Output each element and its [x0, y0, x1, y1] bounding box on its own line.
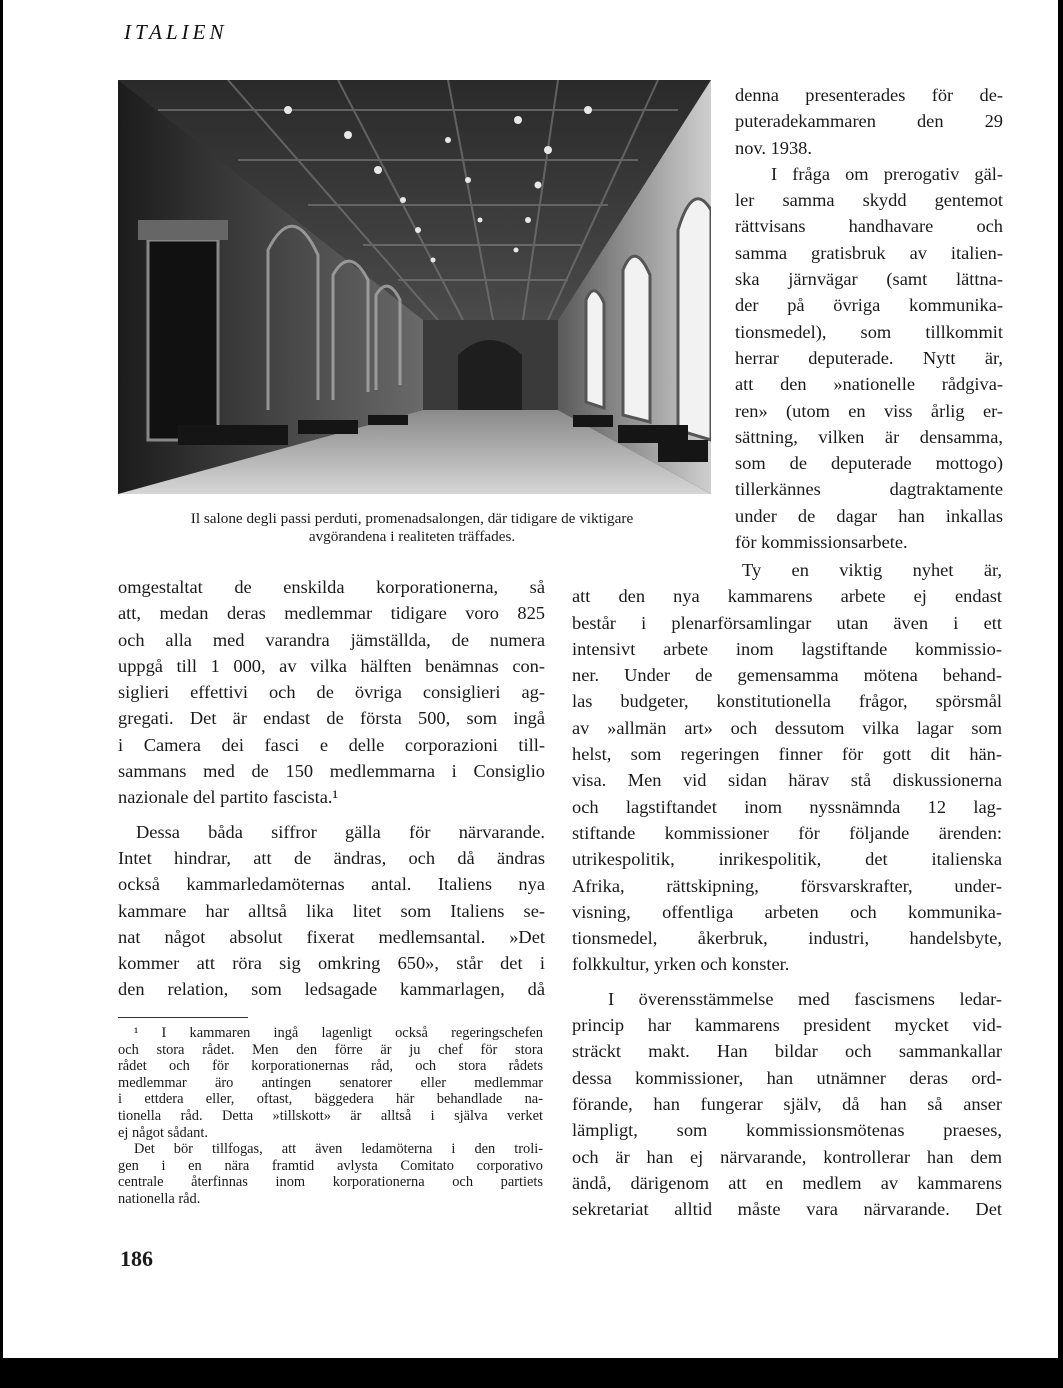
footnote-line: medlemmar äro antingen senatorer eller medlemmar: [118, 1074, 543, 1091]
text-line: utrikespolitik, inrikespolitik, det italienska: [572, 849, 1002, 870]
text-line: nat något absolut fixerat medlemsantal. »Det: [118, 926, 545, 947]
text-line: ren» (utom en viss årlig er-: [735, 400, 1003, 421]
text-line: att, medan deras medlemmar tidigare voro 825: [118, 603, 545, 624]
text-line: princip har kammarens president mycket vid-: [572, 1015, 1002, 1036]
text-line: kammare har alltså lika litet som Italiens se-: [118, 900, 545, 921]
text-line: förande, han fungerar själv, då han så anser: [572, 1093, 1002, 1114]
text-line: nov. 1938.: [735, 137, 812, 158]
right-column-main: [572, 557, 1002, 1222]
text-line: också kammarledamöternas antal. Italiens nya: [118, 874, 545, 895]
text-line: sträckt makt. Han bildar och sammankallar: [572, 1041, 1002, 1062]
text-line: gregati. Det är endast de första 500, som ingå: [118, 708, 545, 729]
footnotes: [118, 1025, 543, 1208]
text-line: stiftande kommissioner för följande ärenden:: [572, 822, 1002, 843]
text-line: Dessa båda siffror gälla för närvarande.: [136, 821, 545, 842]
hall-photo-icon: [118, 80, 711, 494]
footnote-line: gen i en nära framtid avlysta Comitato corporativo: [118, 1157, 543, 1174]
text-line: kommer att röra sig omkring 650», står det i: [118, 953, 545, 974]
scan-border-left: [0, 0, 3, 1388]
footnote-line: centrale återfinnas inom korporationerna och partiets: [118, 1174, 543, 1191]
text-line: dessa kommissioner, han utnämner deras ord-: [572, 1067, 1002, 1088]
text-line: och alla med varandra jämställda, de numera: [118, 629, 545, 650]
caption-line: avgörandena i realiteten träffades.: [308, 528, 516, 545]
text-line: ner. Under de gemensamma mötena behand-: [572, 665, 1002, 686]
footnote-line: och stora rådet. Men den förre är ju chef för stora: [118, 1041, 543, 1058]
footnote-line: Det bör tillfogas, att även ledamöterna i den troli-: [134, 1141, 543, 1158]
right-column-top: [735, 82, 1003, 555]
text-line: siglieri effettivi och de övriga consiglieri ag-: [118, 682, 545, 703]
footnote-line: i ettdera eller, oftast, bäggedera här behandlade na-: [118, 1091, 543, 1108]
page-number: 186: [120, 1246, 153, 1271]
text-line: las budgeter, konstitutionella frågor, spörsmål: [572, 691, 1002, 712]
footnote-line: ej något sådant.: [118, 1124, 208, 1141]
hall-photo: [118, 80, 711, 494]
text-line: visning, offentliga arbeten och kommunika-: [572, 901, 1002, 922]
photo-caption: [112, 510, 712, 546]
text-line: uppgå till 1 000, av vilka hälften benämnas con-: [118, 655, 545, 676]
text-line: sättning, vilken är densamma,: [735, 426, 1003, 447]
running-header: ITALIEN: [124, 20, 228, 44]
text-line: herrar deputerade. Nytt är,: [735, 347, 1003, 368]
text-line: helst, som regeringen finner för gott dit hän-: [572, 744, 1002, 765]
text-line: visa. Men vid sidan härav stå diskussionerna: [572, 770, 1002, 791]
text-line: Ty en viktig nyhet är,: [742, 560, 1002, 580]
text-line: ska järnvägar (samt lättna-: [735, 269, 1003, 290]
text-line: att den nya kammarens arbete ej endast: [572, 586, 1002, 607]
text-line: I fråga om prerogativ gäl-: [771, 163, 1003, 184]
text-line: och är han ej närvarande, kontrollerar han dem: [572, 1146, 1002, 1167]
caption-line: Il salone degli passi perduti, promenadsalongen, där tidigare de viktigare: [190, 510, 634, 527]
left-column-main: [118, 574, 545, 1003]
text-line: sekretariat alltid måste vara närvarande. Det: [572, 1199, 1002, 1220]
text-line: folkkultur, yrken och konster.: [572, 954, 790, 975]
footnote-divider: [118, 1017, 248, 1018]
text-line: av »allmän art» och dessutom vilka lagar som: [572, 717, 1002, 738]
text-line: intensivt arbete inom lagstiftande kommissio-: [572, 638, 1002, 659]
text-line: den relation, som ledsagade kammarlagen, då: [118, 979, 545, 1000]
text-line: och lagstiftandet inom nyssnämnda 12 lag-: [572, 796, 1002, 817]
text-line: under de dagar han inkallas: [735, 505, 1003, 526]
text-line: Intet hindrar, att de ändras, och då ändras: [118, 847, 545, 868]
text-line: tionsmedel), som tillkommit: [735, 321, 1003, 342]
text-line: omgestaltat de enskilda korporationerna, så: [118, 577, 545, 597]
text-line: denna presenterades för de-: [735, 85, 1003, 105]
text-line: samma gratisbruk av italien-: [735, 242, 1003, 263]
text-line: lämpligt, som kommissionsmötenas praeses,: [572, 1120, 1002, 1141]
footnote-line: rådet och för korporationernas råd, och stora rådets: [118, 1058, 543, 1075]
text-line: i Camera dei fasci e delle corporazioni till-: [118, 734, 545, 755]
text-line: ändå, därigenom att en medlem av kammarens: [572, 1172, 1002, 1193]
text-line: består i plenarförsamlingar utan även i ett: [572, 612, 1002, 633]
text-line: att den »nationelle rådgiva-: [735, 374, 1003, 395]
text-line: I överensstämmelse med fascismens ledar-: [608, 988, 1002, 1009]
text-line: Afrika, rättskipning, försvarskrafter, under-: [572, 875, 1002, 896]
footnote-line: tionella råd. Detta »tillskott» är alltså i själva verket: [118, 1107, 543, 1124]
text-line: puteradekammaren den 29: [735, 111, 1003, 132]
text-line: sammans med de 150 medlemmarna i Consiglio: [118, 761, 545, 782]
text-line: tillerkännes dagtraktamente: [735, 479, 1003, 500]
text-line: rättvisans handhavare och: [735, 216, 1003, 237]
text-line: nazionale del partito fascista.¹: [118, 787, 338, 808]
text-line: för kommissionsarbete.: [735, 532, 908, 553]
text-line: ler samma skydd gentemot: [735, 190, 1003, 211]
text-line: tionsmedel, åkerbruk, industri, handelsbyte,: [572, 928, 1002, 949]
scan-border-right: [1058, 0, 1063, 1388]
footnote-line: nationella råd.: [118, 1190, 201, 1207]
footnote-line: ¹ I kammaren ingå lagenligt också regeringschefen: [134, 1025, 543, 1041]
text-line: som de deputerade mottogo): [735, 453, 1003, 474]
scan-border-bottom: [0, 1358, 1063, 1388]
text-line: der på övriga kommunika-: [735, 295, 1003, 316]
